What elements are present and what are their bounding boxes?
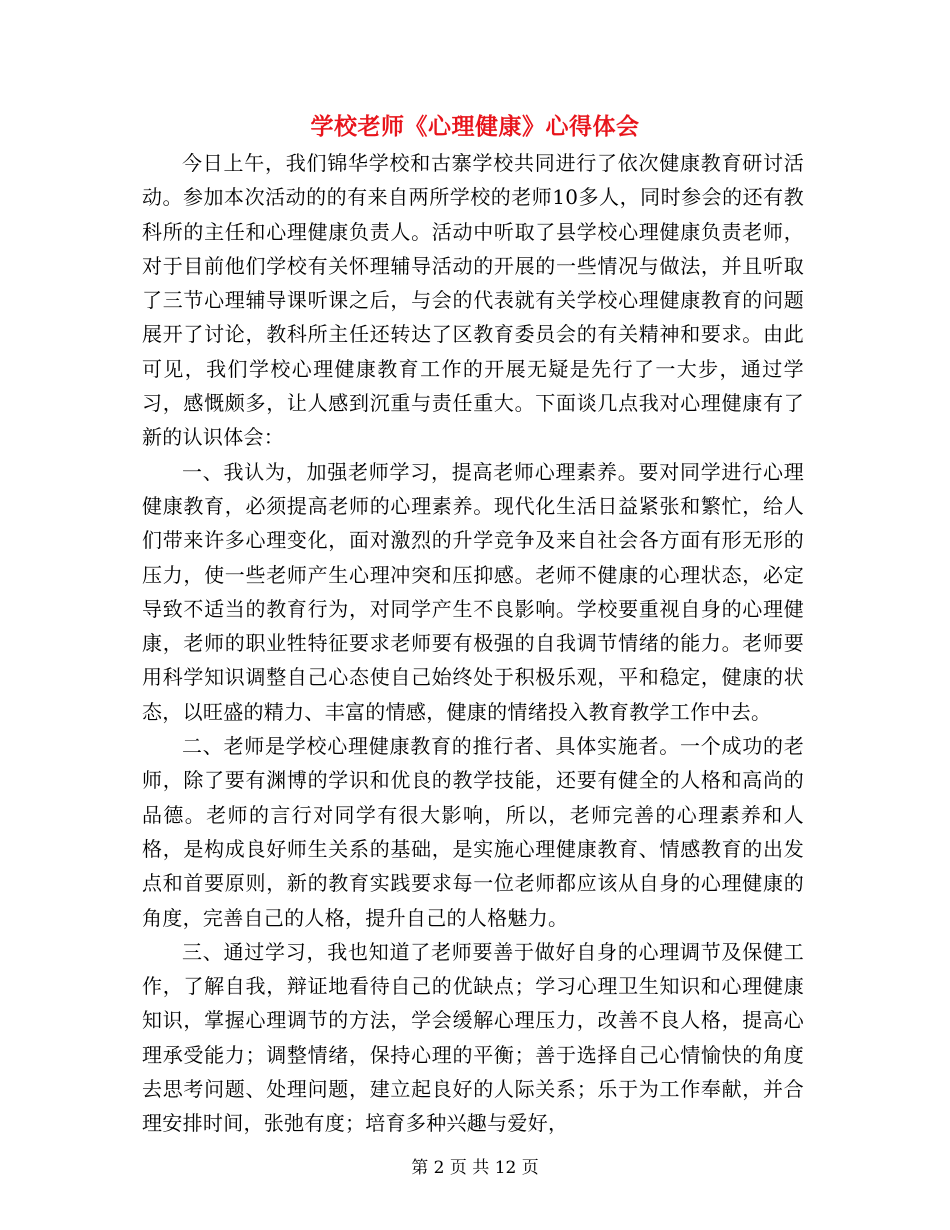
paragraph-point-one: 一、我认为，加强老师学习，提高老师心理素养。要对同学进行心理健康教育，必须提高老师的心理素养。现代化生活日益紧张和繁忙，给人们带来许多心理变化，面对激烈的升学竞争及来自社会各方面有形无形的压力，使一些老师产生心理冲突和压抑感。老师不健康的心理状态，必定导致不适当的教育行为，对同学产生不良影响。学校要重视自身的心理健康，老师的职业牲特征要求老师要有极强的自我调节情绪的能力。老师要用科学知识调整自己心态使自己始终处于积极乐观，平和稳定，健康的状态，以旺盛的精力、丰富的情感，健康的情绪投入教育教学工作中去。	[142, 459, 804, 724]
paragraph-point-three: 三、通过学习，我也知道了老师要善于做好自身的心理调节及保健工作，了解自我，辩证地看待自己的优缺点；学习心理卫生知识和心理健康知识，掌握心理调节的方法，学会缓解心理压力，改善不良人格，提高心理承受能力；调整情绪，保持心理的平衡；善于选择自己心情愉快的角度去思考问题、处理问题，建立起良好的人际关系；乐于为工作奉献，并合理安排时间，张弛有度；培育多种兴趣与爱好，	[142, 939, 804, 1136]
document-body	[142, 146, 804, 1141]
document-title: 学校老师《心理健康》心得体会	[310, 113, 640, 140]
paragraph-intro: 今日上午，我们锦华学校和古寨学校共同进行了依次健康教育研讨活动。参加本次活动的的有来自两所学校的老师10多人，同时参会的还有教科所的主任和心理健康负责人。活动中听取了县学校心理健康负责老师，对于目前他们学校有关怀理辅导活动的开展的一些情况与做法，并且听取了三节心理辅导课听课之后，与会的代表就有关学校心理健康教育的问题展开了讨论，教科所主任还转达了区教育委员会的有关精神和要求。由此可见，我们学校心理健康教育工作的开展无疑是先行了一大步，通过学习，感慨颇多，让人感到沉重与责任重大。下面谈几点我对心理健康有了新的认识体会：	[142, 151, 804, 450]
paragraph-point-two: 二、老师是学校心理健康教育的推行者、具体实施者。一个成功的老师，除了要有渊博的学识和优良的教学技能，还要有健全的人格和高尚的品德。老师的言行对同学有很大影响，所以，老师完善的心理素养和人格，是构成良好师生关系的基础，是实施心理健康教育、情感教育的出发点和首要原则，新的教育实践要求每一位老师都应该从自身的心理健康的角度，完善自己的人格，提升自己的人格魅力。	[142, 734, 804, 930]
page-number-footer: 第 2 页 共 12 页	[411, 1158, 539, 1178]
